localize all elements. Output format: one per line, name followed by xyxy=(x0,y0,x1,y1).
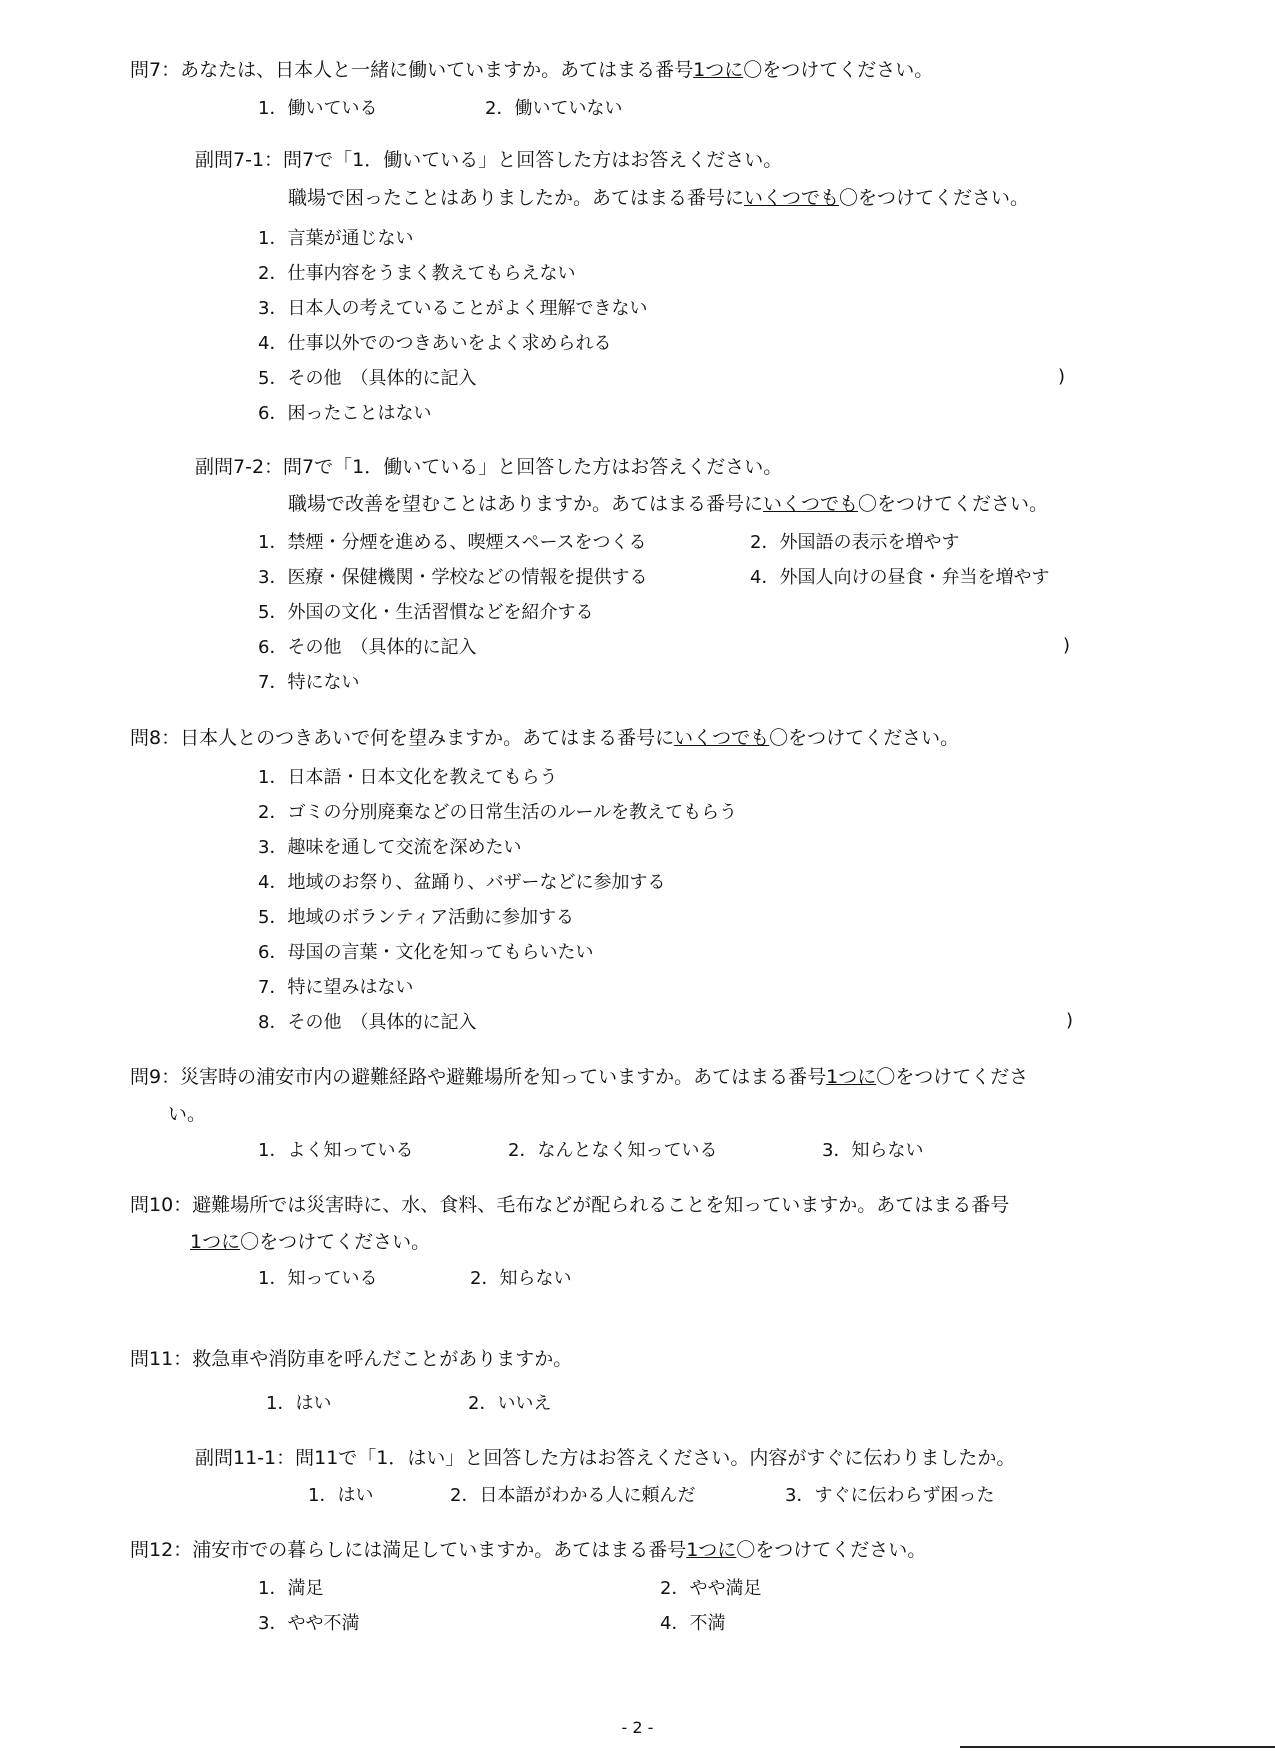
q7-2-option-5[interactable]: 5．外国の文化・生活習慣などを紹介する xyxy=(258,602,594,623)
q7-1-option-4[interactable]: 4．仕事以外でのつきあいをよく求められる xyxy=(258,333,612,354)
q7-text-before: あなたは、日本人と一緒に働いていますか。あてはまる番号 xyxy=(180,59,694,81)
question-11 xyxy=(130,1347,572,1371)
q8-option-6[interactable]: 6．母国の言葉・文化を知ってもらいたい xyxy=(258,942,594,963)
q11-1-label: 副問11-1： xyxy=(195,1447,296,1469)
q8-label: 問8： xyxy=(130,727,181,749)
q9-line2: い。 xyxy=(168,1103,207,1125)
q11-1-option-2[interactable]: 2．日本語がわかる人に頼んだ xyxy=(450,1485,696,1506)
q8-close-paren: ) xyxy=(1066,1010,1074,1031)
q11-1-option-3[interactable]: 3．すぐに伝わらず困った xyxy=(785,1485,995,1506)
q7-2-option-3[interactable]: 3．医療・保健機関・学校などの情報を提供する xyxy=(258,567,648,588)
q7-1-option-3[interactable]: 3．日本人の考えていることがよく理解できない xyxy=(258,298,648,319)
q9-option-3[interactable]: 3．知らない xyxy=(822,1140,924,1161)
q7-2-option-2[interactable]: 2．外国語の表示を増やす xyxy=(750,532,960,553)
q12-option-2[interactable]: 2．やや満足 xyxy=(660,1578,762,1599)
q7-2-underline: いくつでも xyxy=(763,493,859,515)
q11-text: 救急車や消防車を呼んだことがありますか。 xyxy=(192,1348,573,1370)
question-10 xyxy=(130,1193,1009,1217)
q7-option-1[interactable]: 1．働いている xyxy=(258,98,378,119)
q9-text-after: 〇をつけてくださ xyxy=(876,1066,1029,1088)
q11-label: 問11： xyxy=(130,1348,193,1370)
q10-option-2[interactable]: 2．知らない xyxy=(470,1268,572,1289)
q8-option-4[interactable]: 4．地域のお祭り、盆踊り、バザーなどに参加する xyxy=(258,872,666,893)
q8-option-1[interactable]: 1．日本語・日本文化を教えてもらう xyxy=(258,767,558,788)
q7-2-option-6[interactable]: 6．その他 （具体的に記入 xyxy=(258,637,477,658)
q7-2-close-paren: ) xyxy=(1063,635,1071,656)
q7-underline: 1つに xyxy=(693,59,744,81)
q9-option-2[interactable]: 2．なんとなく知っている xyxy=(508,1140,718,1161)
q7-2-line2 xyxy=(288,492,1048,516)
q8-option-7[interactable]: 7．特に望みはない xyxy=(258,977,414,998)
q8-option-2[interactable]: 2．ゴミの分別廃棄などの日常生活のルールを教えてもらう xyxy=(258,802,738,823)
q12-label: 問12： xyxy=(130,1539,193,1561)
q7-label: 問7： xyxy=(130,59,181,81)
q8-option-3[interactable]: 3．趣味を通して交流を深めたい xyxy=(258,837,522,858)
q7-text-after: 〇をつけてください。 xyxy=(743,59,934,81)
q10-text-after: 〇をつけてください。 xyxy=(240,1231,431,1253)
q7-2-line2-before: 職場で改善を望むことはありますか。あてはまる番号に xyxy=(288,493,764,515)
q11-1-option-1[interactable]: 1．はい xyxy=(308,1485,374,1506)
q12-option-1[interactable]: 1．満足 xyxy=(258,1578,324,1599)
q10-line2 xyxy=(190,1230,430,1254)
q7-1-option-2[interactable]: 2．仕事内容をうまく教えてもらえない xyxy=(258,263,576,284)
q7-2-line2-after: 〇をつけてください。 xyxy=(858,493,1049,515)
subquestion-7-1 xyxy=(195,148,782,172)
q9-label: 問9： xyxy=(130,1066,181,1088)
q7-1-line2 xyxy=(288,186,1029,210)
subquestion-7-2 xyxy=(195,455,782,479)
q12-text-before: 浦安市での暮らしには満足していますか。あてはまる番号 xyxy=(192,1539,687,1561)
q10-underline: 1つに xyxy=(190,1231,241,1253)
q7-1-label: 副問7-1： xyxy=(195,149,284,171)
q7-1-close-paren: ) xyxy=(1058,366,1066,387)
question-12 xyxy=(130,1538,926,1562)
q7-2-option-1[interactable]: 1．禁煙・分煙を進める、喫煙スペースをつくる xyxy=(258,532,647,553)
q8-text-after: 〇をつけてください。 xyxy=(769,727,960,749)
q8-text-before: 日本人とのつきあいで何を望みますか。あてはまる番号に xyxy=(180,727,675,749)
question-9 xyxy=(130,1065,1028,1089)
q7-2-option-4[interactable]: 4．外国人向けの昼食・弁当を増やす xyxy=(750,567,1050,588)
q7-1-line2-after: 〇をつけてください。 xyxy=(839,187,1030,209)
q8-option-8[interactable]: 8．その他 （具体的に記入 xyxy=(258,1012,477,1033)
question-7 xyxy=(130,58,933,82)
q12-underline: 1つに xyxy=(686,1539,737,1561)
q9-text-before: 災害時の浦安市内の避難経路や避難場所を知っていますか。あてはまる番号 xyxy=(180,1066,827,1088)
q7-1-line2-before: 職場で困ったことはありましたか。あてはまる番号に xyxy=(288,187,745,209)
q11-option-1[interactable]: 1．はい xyxy=(266,1393,332,1414)
q11-option-2[interactable]: 2．いいえ xyxy=(468,1393,552,1414)
q12-option-3[interactable]: 3．やや不満 xyxy=(258,1613,360,1634)
page-number: - 2 - xyxy=(621,1718,654,1737)
q12-option-4[interactable]: 4．不満 xyxy=(660,1613,726,1634)
q7-2-label: 副問7-2： xyxy=(195,456,284,478)
scan-edge-divider xyxy=(960,1746,1275,1748)
q8-underline: いくつでも xyxy=(674,727,770,749)
q10-text-before: 避難場所では災害時に、水、食料、毛布などが配られることを知っていますか。あてはまる番号 xyxy=(192,1194,1010,1216)
q10-option-1[interactable]: 1．知っている xyxy=(258,1268,378,1289)
q7-2-line1: 問7で「1．働いている」と回答した方はお答えください。 xyxy=(283,456,783,478)
q7-option-2[interactable]: 2．働いていない xyxy=(485,98,623,119)
q10-label: 問10： xyxy=(130,1194,193,1216)
q11-1-text: 問11で「1．はい」と回答した方はお答えください。内容がすぐに伝わりましたか。 xyxy=(295,1447,1016,1469)
q12-text-after: 〇をつけてください。 xyxy=(736,1539,927,1561)
q9-underline: 1つに xyxy=(826,1066,877,1088)
q7-1-line1: 問7で「1．働いている」と回答した方はお答えください。 xyxy=(283,149,783,171)
question-8 xyxy=(130,726,959,750)
q7-1-option-6[interactable]: 6．困ったことはない xyxy=(258,403,432,424)
q7-1-underline: いくつでも xyxy=(744,187,840,209)
q7-1-option-1[interactable]: 1．言葉が通じない xyxy=(258,228,414,249)
q9-option-1[interactable]: 1．よく知っている xyxy=(258,1140,414,1161)
q7-2-option-7[interactable]: 7．特にない xyxy=(258,672,360,693)
q8-option-5[interactable]: 5．地域のボランティア活動に参加する xyxy=(258,907,575,928)
subquestion-11-1 xyxy=(195,1446,1015,1470)
q7-1-option-5[interactable]: 5．その他 （具体的に記入 xyxy=(258,368,477,389)
